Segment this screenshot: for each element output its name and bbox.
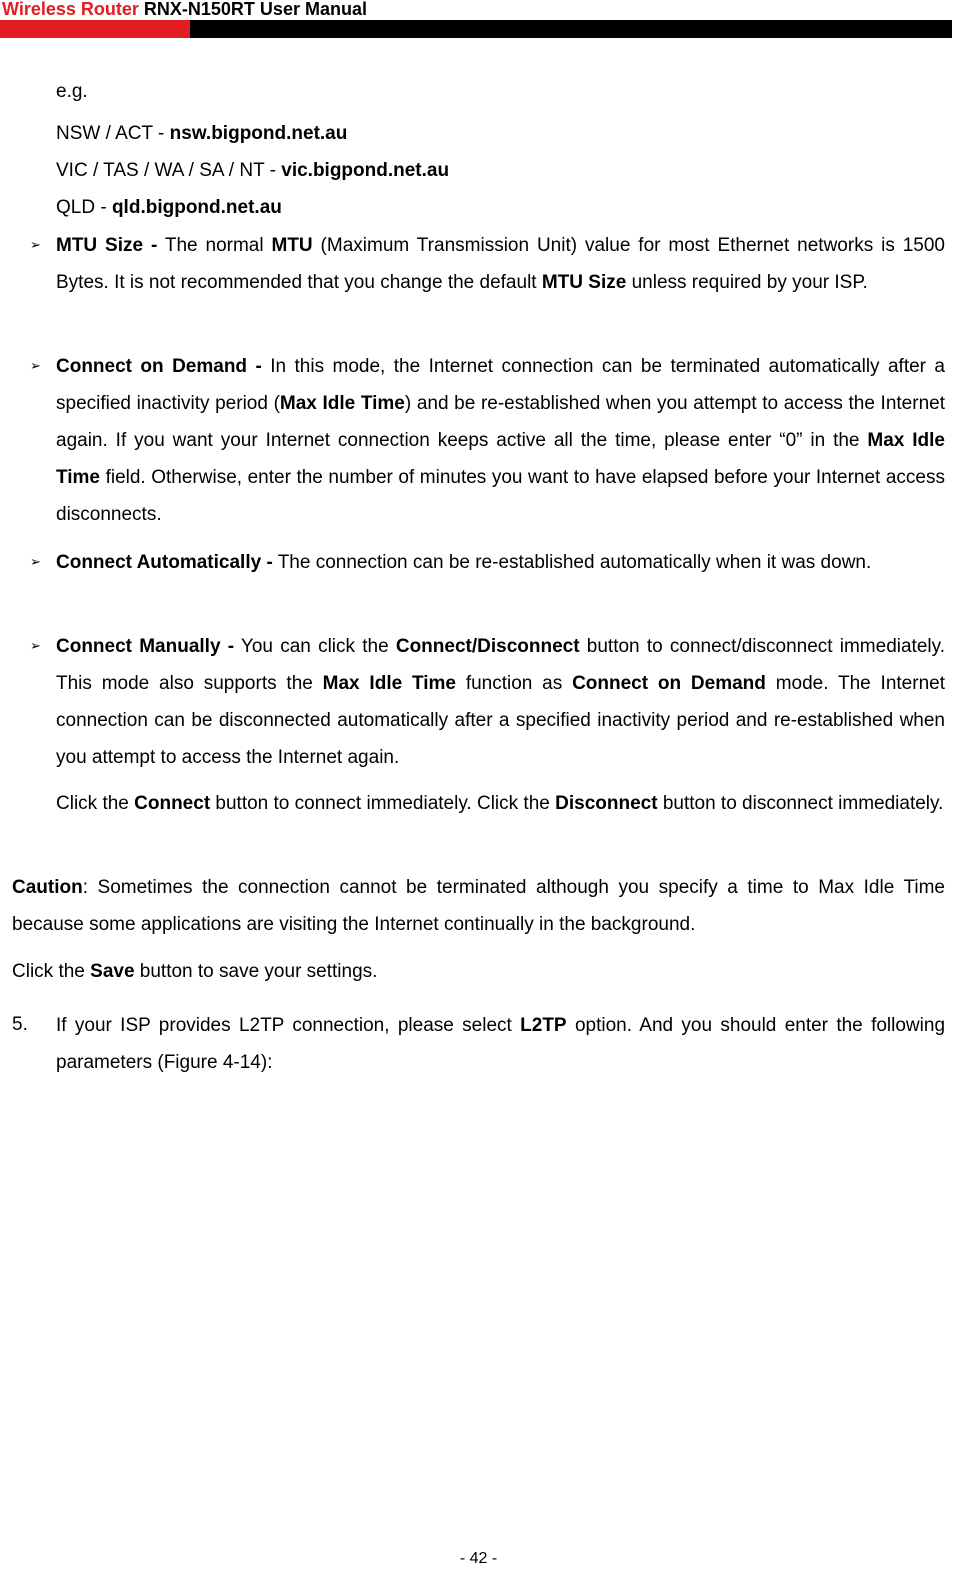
example-row <box>56 123 347 145</box>
caution-paragraph: Caution: Sometimes the connection cannot be terminated although you specify a time to Max Idle Time because some applications are visiting the Internet continually in the background. <box>12 877 945 935</box>
example-row-label: NSW / ACT - <box>56 123 170 144</box>
connect-on-demand-item: Connect on Demand - In this mode, the Internet connection can be terminated automatically after a specified inactivity period (Max Idle Time) and be re-established when you attempt to access the Internet again. If you want your Internet connection keeps active all the time, please enter “0” in the Max Idle Time field. Otherwise, enter the number of minutes you want to have elapsed before your Internet access disconnects. <box>56 356 945 525</box>
page-number: - 42 - <box>459 1550 498 1567</box>
example-row <box>56 197 282 219</box>
header-brand: Wireless Router <box>2 0 139 19</box>
example-row-label: VIC / TAS / WA / SA / NT - <box>56 160 282 181</box>
header-rule-bar <box>190 20 952 38</box>
connect-on-demand-term: Connect on Demand - <box>56 356 262 377</box>
caution-label: Caution <box>12 877 83 898</box>
arrowhead-bullet-icon: ➢ <box>30 359 41 374</box>
mtu-size-item: MTU Size - The normal MTU (Maximum Transmission Unit) value for most Ethernet networks is 1500 Bytes. It is not recommended that you change the default MTU Size unless required by your ISP. <box>56 235 945 293</box>
connect-manually-item: Connect Manually - You can click the Connect/Disconnect button to connect/disconnect immediately. This mode also supports the Max Idle Time function as Connect on Demand mode. The Internet connection can be disconnected automatically after a specified inactivity period and re-established when you attempt to access the Internet again. <box>56 636 945 768</box>
connect-automatically-term: Connect Automatically - <box>56 552 273 573</box>
header-accent-bar <box>0 20 190 38</box>
example-row-value: qld.bigpond.net.au <box>111 197 282 218</box>
click-connect-paragraph: Click the Connect button to connect immediately. Click the Disconnect button to disconnect immediately. <box>56 793 944 814</box>
page-header <box>0 0 957 42</box>
step-5-paragraph: If your ISP provides L2TP connection, please select L2TP option. And you should enter the following parameters (Figure 4-14): <box>56 1015 946 1073</box>
save-instruction: Click the Save button to save your settings. <box>12 961 378 982</box>
header-title <box>2 0 367 20</box>
arrowhead-bullet-icon: ➢ <box>30 238 41 253</box>
header-manual-title: RNX-N150RT User Manual <box>143 0 367 19</box>
connect-manually-term: Connect Manually - <box>56 636 235 657</box>
arrowhead-bullet-icon: ➢ <box>30 555 41 570</box>
example-row-value: nsw.bigpond.net.au <box>169 123 348 144</box>
arrowhead-bullet-icon: ➢ <box>30 639 41 654</box>
example-label: e.g. <box>56 81 88 102</box>
connect-automatically-item: Connect Automatically - The connection can be re-established automatically when it was down. <box>56 552 872 573</box>
example-row <box>56 160 449 182</box>
step-number: 5. <box>12 1014 28 1035</box>
example-row-label: QLD - <box>56 197 112 218</box>
mtu-size-term: MTU Size - <box>56 235 158 256</box>
example-row-value: vic.bigpond.net.au <box>281 160 450 181</box>
